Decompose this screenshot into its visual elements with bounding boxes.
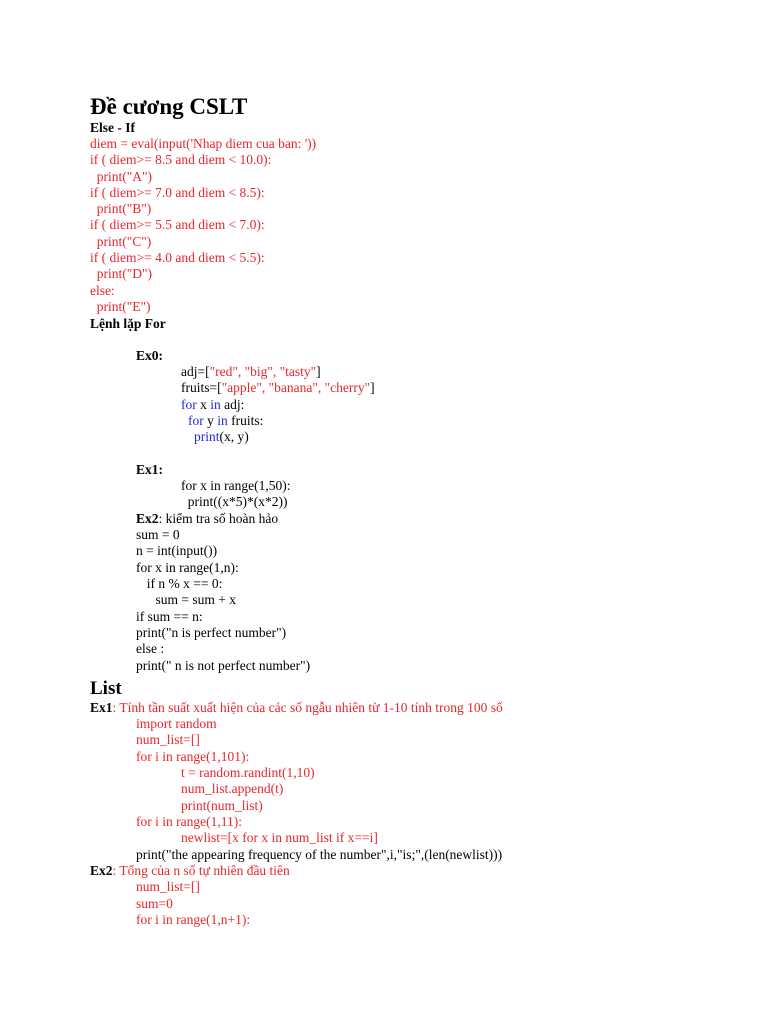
code-line-adj (181, 364, 321, 380)
code-line: print(num_list) (181, 798, 263, 813)
section-heading-for: Lệnh lặp For (90, 316, 166, 331)
code-line: for x in range(1,n): (136, 560, 239, 575)
code-token: (x, y) (219, 429, 249, 444)
code-token: ] (316, 364, 321, 379)
code-line: print("E") (90, 299, 151, 314)
example-description: : Tổng của n số tự nhiên đầu tiên (112, 863, 290, 878)
code-line: n = int(input()) (136, 543, 218, 558)
code-line: print("B") (90, 201, 152, 216)
example-label-ex2: Ex2 (136, 511, 159, 526)
code-line: print("n is perfect number") (136, 625, 287, 640)
code-line: num_list=[] (136, 879, 200, 894)
code-line: import random (136, 716, 217, 731)
code-line: if ( diem>= 5.5 and diem < 7.0): (90, 217, 265, 232)
code-line: sum = sum + x (142, 592, 236, 607)
code-line: if sum == n: (136, 609, 203, 624)
code-line: print("A") (90, 169, 153, 184)
example-heading-list-ex1 (90, 700, 503, 716)
code-line-fruits (181, 380, 375, 396)
code-line: print("C") (90, 234, 152, 249)
section-heading-elseif: Else - If (90, 120, 135, 135)
code-line: if n % x == 0: (140, 576, 223, 591)
code-line: num_list=[] (136, 732, 200, 747)
code-line: for i in range(1,101): (136, 749, 250, 764)
code-line-print (194, 429, 249, 445)
code-line: for i in range(1,n+1): (136, 912, 251, 927)
example-description: : Tính tần suất xuất hiện của các số ngẫu nhiên từ 1-10 tính trong 100 số (112, 700, 503, 715)
code-line: print("D") (90, 266, 153, 281)
code-token: fruits: (227, 413, 264, 428)
example-description: : kiểm tra số hoàn hảo (158, 511, 279, 526)
code-token: adj: (220, 397, 245, 412)
code-line: t = random.randint(1,10) (181, 765, 315, 780)
code-token: y (203, 413, 218, 428)
example-heading-ex2 (136, 511, 278, 527)
string-literals: "red", "big", "tasty" (209, 364, 317, 379)
keyword: for (188, 413, 204, 428)
code-token: ] (370, 380, 375, 395)
keyword: for (181, 397, 197, 412)
code-line-for-adj (181, 397, 244, 413)
code-line: if ( diem>= 7.0 and diem < 8.5): (90, 185, 265, 200)
example-label-ex2: Ex2 (90, 863, 113, 878)
example-label-ex0: Ex0: (136, 348, 163, 363)
example-label-ex1: Ex1: (136, 462, 163, 477)
code-line: print((x*5)*(x*2)) (181, 494, 288, 509)
code-token: x (196, 397, 211, 412)
code-line-for-fruits (188, 413, 263, 429)
page-title: Đề cương CSLT (90, 94, 248, 119)
example-label-ex1: Ex1 (90, 700, 113, 715)
code-line: newlist=[x for x in num_list if x==i] (181, 830, 378, 845)
code-line: else : (136, 641, 165, 656)
code-line: for i in range(1,11): (136, 814, 242, 829)
keyword: in (210, 397, 221, 412)
code-token: adj=[ (181, 364, 210, 379)
keyword: print (194, 429, 220, 444)
code-line: sum=0 (136, 896, 173, 911)
code-line: if ( diem>= 4.0 and diem < 5.5): (90, 250, 265, 265)
code-token: fruits=[ (181, 380, 222, 395)
section-heading-list: List (90, 678, 122, 699)
code-line: num_list.append(t) (181, 781, 284, 796)
code-line: print("the appearing frequency of the number",i,"is;",(len(newlist))) (136, 847, 503, 862)
example-heading-list-ex2 (90, 863, 290, 879)
string-literals: "apple", "banana", "cherry" (221, 380, 371, 395)
keyword: in (217, 413, 228, 428)
code-line: sum = 0 (136, 527, 180, 542)
code-line: if ( diem>= 8.5 and diem < 10.0): (90, 152, 272, 167)
code-line: for x in range(1,50): (181, 478, 291, 493)
code-line: else: (90, 283, 115, 298)
code-line: print(" n is not perfect number") (136, 658, 311, 673)
code-line: diem = eval(input('Nhap diem cua ban: ')) (90, 136, 317, 151)
